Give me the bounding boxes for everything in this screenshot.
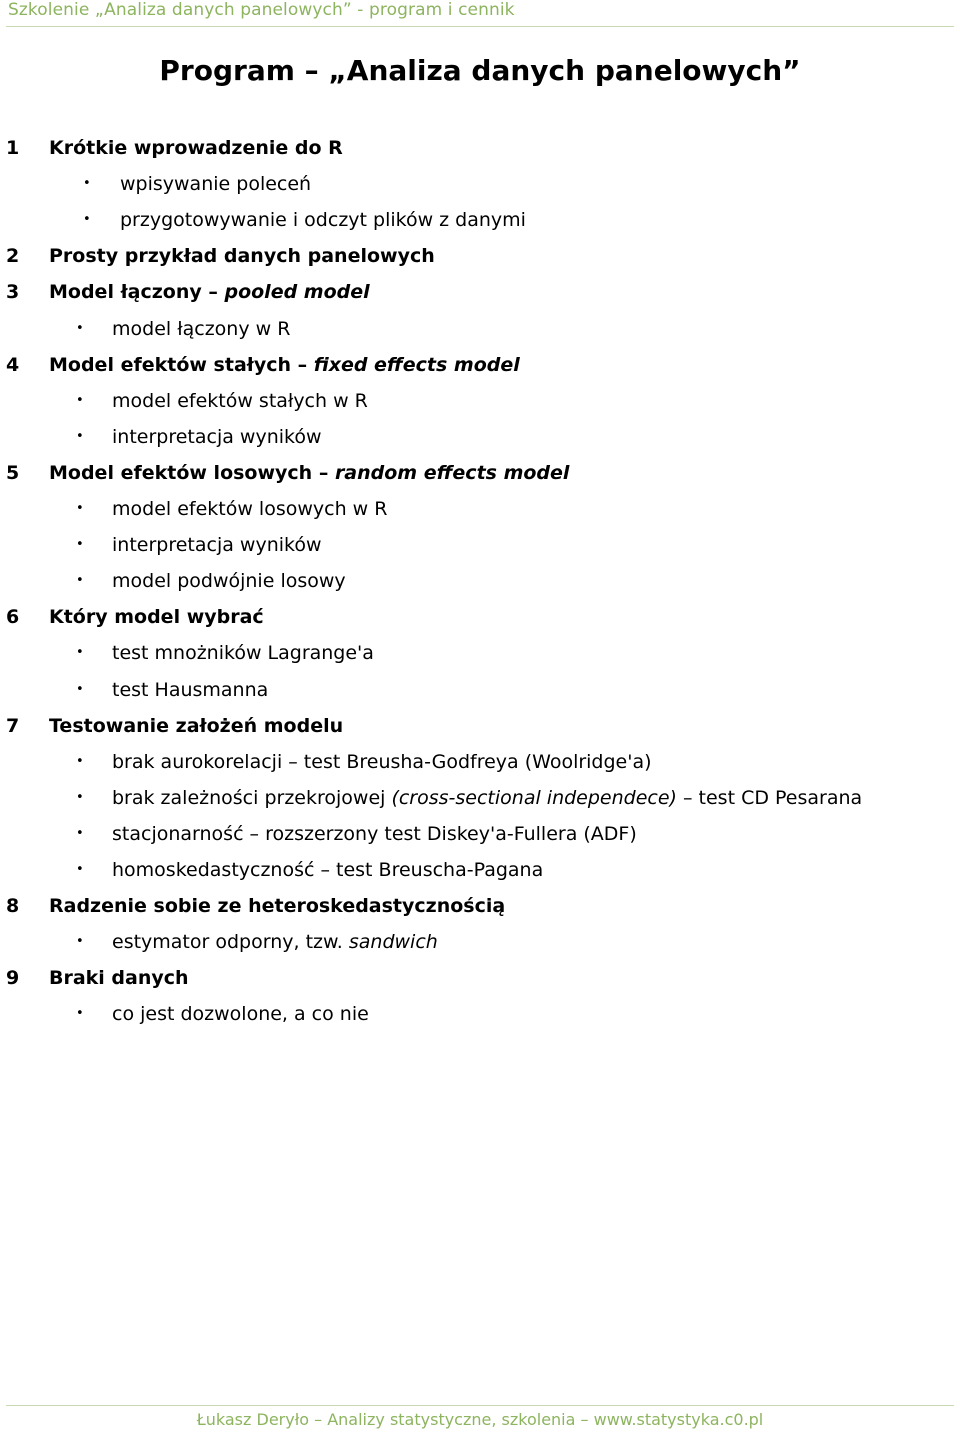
bullet-icon: • (76, 789, 84, 805)
section-title-text: Krótkie wprowadzenie do R (49, 137, 343, 159)
section-title-text: Model efektów losowych – (49, 461, 335, 484)
section-number: 6 (6, 606, 20, 629)
section-number: 1 (6, 137, 20, 159)
section-title-italic: pooled model (224, 281, 370, 304)
section-title (49, 891, 505, 921)
bullet-icon: • (83, 212, 91, 228)
header-text: Szkolenie „Analiza danych panelowych” - program i cennik (8, 0, 515, 20)
bullet-icon: • (76, 681, 84, 697)
section-number: 8 (6, 895, 20, 918)
list-item-text: interpretacja wyników (112, 534, 322, 557)
bullet-icon: • (76, 320, 84, 336)
section-number: 7 (6, 714, 20, 737)
bullet-icon: • (83, 176, 91, 192)
list-item-text: wpisywanie poleceń (120, 173, 312, 196)
section-title-text: Prosty przykład danych panelowych (49, 245, 435, 268)
bullet-icon: • (76, 1006, 84, 1022)
list-item-text (112, 927, 438, 957)
section-title-text: Model łączony – (49, 281, 225, 304)
bullet-icon: • (76, 392, 84, 408)
bullet-icon: • (76, 428, 84, 444)
section-title (49, 602, 264, 632)
section-number: 3 (6, 281, 20, 304)
item-text-italic: sandwich (348, 931, 438, 954)
bullet-icon: • (76, 537, 84, 553)
list-item-text: test Hausmanna (112, 678, 269, 701)
section-title-text: Model efektów stałych – (49, 353, 314, 376)
list-item-text: test mnożników Lagrange'a (112, 642, 374, 665)
item-text-post: – test CD Pesarana (676, 786, 863, 809)
list-item-text: model łączony w R (112, 317, 291, 340)
page-title: Program – „Analiza danych panelowych” (159, 54, 801, 87)
section-title-italic: random effects model (334, 461, 570, 484)
page-footer (6, 1405, 954, 1434)
list-item-text (112, 783, 862, 813)
list-item-text: interpretacja wyników (112, 425, 322, 448)
section-title (49, 711, 343, 741)
bullet-icon: • (76, 862, 84, 877)
item-text-pre: brak zależności przekrojowej (112, 786, 392, 809)
section-title (49, 277, 370, 307)
list-item-text: przygotowywanie i odczyt plików z danymi (120, 209, 526, 232)
section-title (49, 350, 520, 380)
list-item-text: co jest dozwolone, a co nie (112, 1003, 369, 1026)
section-title-italic: fixed effects model (313, 353, 520, 376)
list-item-text: homoskedastyczność – test Breuscha-Pagana (112, 859, 544, 881)
section-number: 9 (6, 967, 20, 990)
bullet-icon: • (76, 645, 84, 661)
bullet-icon: • (76, 501, 84, 516)
section-title (49, 458, 569, 488)
section-title-text: Który model wybrać (49, 606, 264, 629)
item-text-italic: (cross-sectional independece) (391, 786, 677, 809)
section-number: 4 (6, 353, 20, 376)
list-item-text: model efektów losowych w R (112, 498, 388, 520)
section-title (49, 963, 189, 993)
item-text-pre: estymator odporny, tzw. (112, 931, 349, 954)
section-title-text: Radzenie sobie ze heteroskedastycznością (49, 895, 506, 918)
section-title-text: Braki danych (49, 967, 189, 990)
section-number: 5 (6, 461, 20, 484)
section-title (49, 133, 343, 163)
bullet-icon: • (76, 934, 84, 950)
list-item-text: stacjonarność – rozszerzony test Diskey'a-Fullera (ADF) (112, 822, 637, 845)
section-title (49, 241, 435, 271)
page-header (6, 0, 954, 27)
list-item-text: brak aurokorelacji – test Breusha-Godfreya (Woolridge'a) (112, 750, 652, 773)
bullet-icon: • (76, 753, 84, 769)
bullet-icon: • (76, 825, 84, 841)
list-item-text: model efektów stałych w R (112, 389, 368, 412)
section-number: 2 (6, 245, 20, 268)
footer-text: Łukasz Deryło – Analizy statystyczne, szkolenia – www.statystyka.c0.pl (196, 1410, 764, 1429)
section-title-text: Testowanie założeń modelu (49, 714, 344, 737)
bullet-icon: • (76, 573, 84, 589)
list-item-text: model podwójnie losowy (112, 570, 346, 593)
